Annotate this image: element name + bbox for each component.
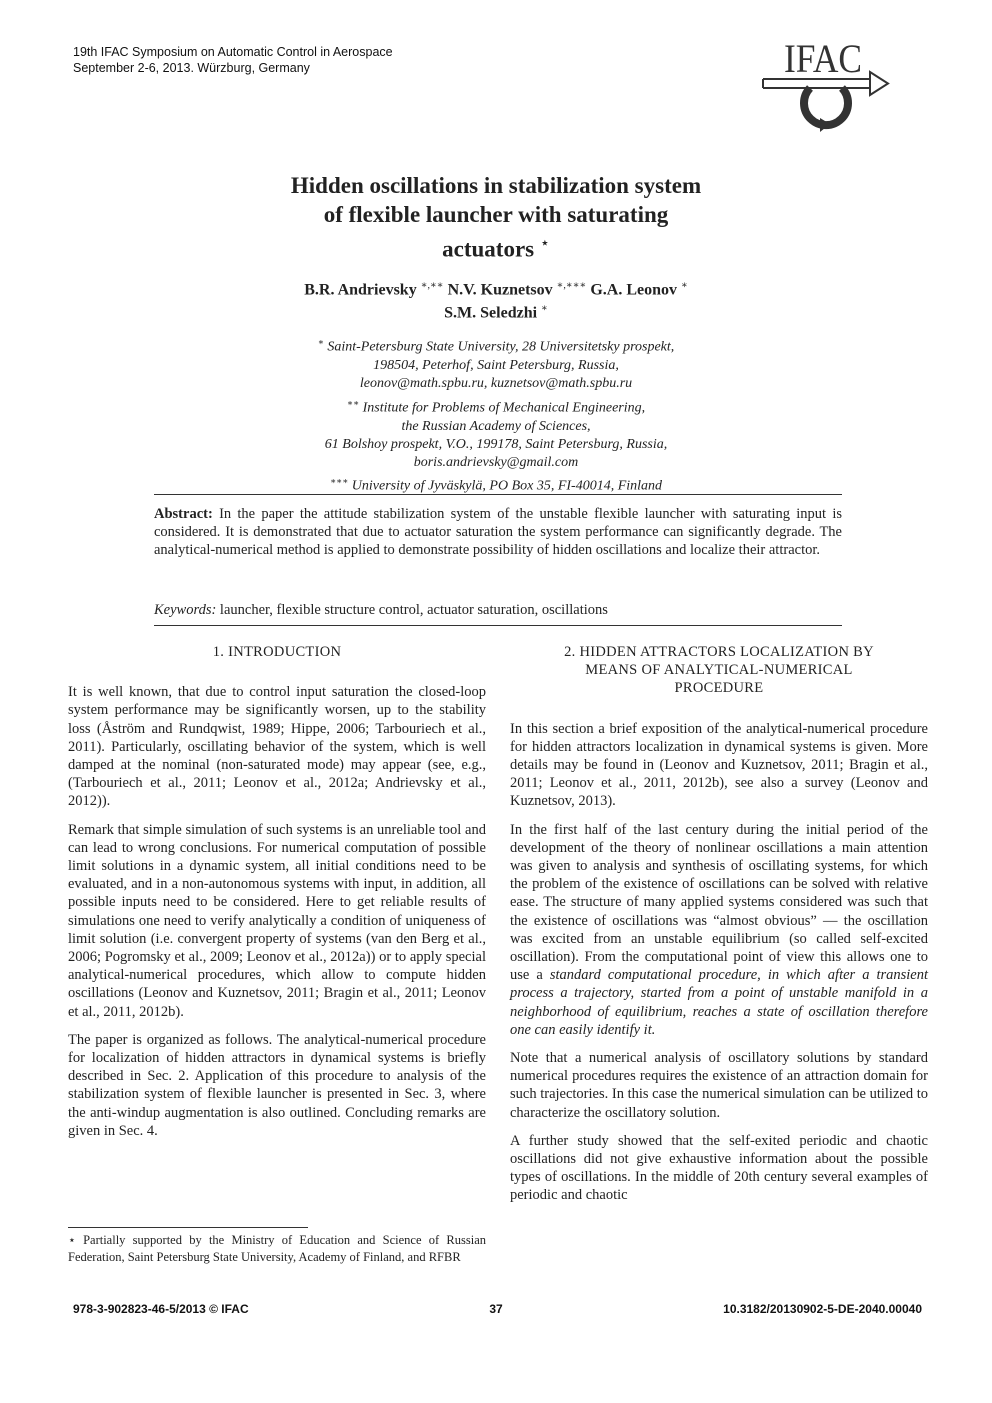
affil-line-4: Institute for Problems of Mechanical Engineering, bbox=[362, 400, 646, 416]
title-line-3: actuators bbox=[442, 236, 535, 262]
left-column bbox=[68, 643, 486, 1150]
footer-page-number: 37 bbox=[489, 1302, 503, 1316]
affil-mark-3: ∗∗∗ bbox=[329, 476, 349, 487]
affil-mark-2: ∗∗ bbox=[346, 397, 360, 408]
footnote bbox=[68, 1232, 486, 1265]
affiliations bbox=[150, 333, 842, 496]
section-2-heading-line-2: MEANS OF ANALYTICAL-NUMERICAL bbox=[585, 662, 853, 679]
section-2-paragraph-2 bbox=[510, 821, 928, 1039]
footnote-rule bbox=[68, 1227, 308, 1228]
right-column bbox=[510, 643, 928, 1215]
affil-line-1: Saint-Petersburg State University, 28 Universitetsky prospekt, bbox=[327, 339, 675, 355]
affil-line-2: 198504, Peterhof, Saint Petersburg, Russia, bbox=[373, 357, 619, 373]
author-andrievsky-affil: ∗,∗∗ bbox=[420, 280, 444, 291]
footer-isbn: 978-3-902823-46-5/2013 © IFAC bbox=[73, 1302, 249, 1316]
abstract bbox=[154, 505, 842, 560]
keywords-bottom-rule bbox=[154, 625, 842, 626]
footnote-mark: ⋆ bbox=[68, 1233, 76, 1247]
section-2-paragraph-3: Note that a numerical analysis of oscillatory solutions by standard numerical procedures requires the existence of an attraction domain for such trajectories. In this case the numerical simulation can be utilized to characterize the oscillatory solution. bbox=[510, 1050, 928, 1121]
affil-line-3: leonov@math.spbu.ru, kuznetsov@math.spbu.ru bbox=[359, 376, 633, 392]
abstract-text: In the paper the attitude stabilization system of the unstable flexible launcher with saturating input is considered. It is demonstrated that due to actuator saturation the system performance can significantly degrade. The analytical-numerical method is applied to demonstrate possibility of hidden oscillations and localize their attractor. bbox=[154, 506, 842, 559]
abstract-top-rule bbox=[154, 494, 842, 495]
section-2-heading bbox=[510, 643, 928, 698]
title-line-1: Hidden oscillations in stabilization system bbox=[290, 173, 702, 198]
author-andrievsky: B.R. Andrievsky bbox=[304, 281, 417, 299]
paper-title bbox=[150, 171, 842, 264]
section-2-paragraph-4: A further study showed that the self-exited periodic and chaotic oscillations did not give exhaustive information about the possible types of oscillations. In the middle of 20th century several examples of periodic and chaotic bbox=[510, 1132, 928, 1204]
ifac-logo-text: IFAC bbox=[784, 36, 862, 81]
section-2-paragraph-2-text: In the first half of the last century during the initial period of the development of the theory of nonlinear oscillations a main attention was given to analysis and synthesis of oscillating systems, for which the problem of the existence of oscillations can be solved with relative ease. The structure of many applied systems considered was such that the existence of oscillations was “almost obvious” — the oscillation was excited from an unstable equilibrium (so called self-excited oscillation). From the computational point of view this allows one to use a bbox=[510, 821, 928, 984]
section-2-paragraph-2-italic: standard computational procedure, in which after a transient process a trajectory, started from a point of unstable manifold in a neighborhood of equilibrium, reaches a state of oscillation therefore one can easily identify it. bbox=[510, 967, 929, 1038]
conference-date: September 2-6, 2013. Würzburg, Germany bbox=[73, 61, 310, 75]
keywords-text: launcher, flexible structure control, actuator saturation, oscillations bbox=[219, 602, 608, 618]
author-kuznetsov: N.V. Kuznetsov bbox=[447, 281, 553, 299]
affil-mark-1: ∗ bbox=[317, 337, 324, 347]
affil-line-7: boris.andrievsky@gmail.com bbox=[413, 455, 579, 471]
affil-line-6: 61 Bolshoy prospekt, V.O., 199178, Saint Petersburg, Russia, bbox=[324, 436, 668, 452]
conference-name: 19th IFAC Symposium on Automatic Control in Aerospace bbox=[73, 45, 393, 59]
intro-paragraph-1: It is well known, that due to control input saturation the closed-loop system performance may be significantly worsen, up to the stability loss (Åström and Rundqwist, 1989; Hippe, 2006; Tarbouriech et al., 2011). Particularly, oscillating behavior of the system, which is well damped at the nominal (non-saturated mode) may appear (see, e.g., (Tarbouriech et al., 2011; Leonov et al., 2012a; Andrievsky et al., 2012)). bbox=[68, 684, 486, 810]
title-footnote-mark: ⋆ bbox=[539, 235, 550, 252]
abstract-label: Abstract: bbox=[154, 506, 213, 522]
author-kuznetsov-affil: ∗,∗∗∗ bbox=[556, 280, 587, 291]
author-leonov-affil: ∗ bbox=[680, 280, 688, 291]
intro-paragraph-3: The paper is organized as follows. The analytical-numerical procedure for localization of hidden attractors in dynamical systems is briefly described in Sec. 2. Application of this procedure to analysis of the stabilization system of flexible launcher is presented in Sec. 3, where the anti-windup augmentation is also outlined. Concluding remarks are given in Sec. 4. bbox=[68, 1031, 486, 1139]
keywords bbox=[154, 601, 842, 619]
title-line-2: of flexible launcher with saturating bbox=[323, 202, 669, 227]
footnote-text: Partially supported by the Ministry of Education and Science of Russian Federation, Saint Petersburg State University, Academy of Finland, and RFBR bbox=[68, 1233, 486, 1264]
section-2-heading-line-1: 2. HIDDEN ATTRACTORS LOCALIZATION BY bbox=[564, 644, 874, 660]
section-1-heading: 1. INTRODUCTION bbox=[212, 644, 342, 660]
author-list bbox=[150, 276, 842, 323]
intro-paragraph-2: Remark that simple simulation of such systems is an unreliable tool and can lead to wrong conclusions. For numerical computation of possible limit solutions in a dynamic system, all initial conditions need to be evaluated, and in a non-autonomous systems with input, in addition, all possible inputs need to be considered. Here to get reliable results of simulations one need to verify analytically a condition of uniqueness of limit solution (i.e. convergent property of systems (van den Berg et al., 2006; Pogromsky et al., 2009; Leonov et al., 2012a)) or to apply special analytical-numerical procedures, which allow to compute hidden oscillations (Leonov and Kuznetsov, 2011; Bragin et al., 2011; Leonov et al., 2011, 2012b). bbox=[68, 821, 486, 1020]
footer-doi: 10.3182/20130902-5-DE-2040.00040 bbox=[723, 1302, 922, 1316]
author-seledzhi: S.M. Seledzhi bbox=[444, 304, 538, 322]
affil-line-5: the Russian Academy of Sciences, bbox=[401, 418, 591, 434]
keywords-label: Keywords: bbox=[154, 602, 217, 618]
ifac-logo bbox=[758, 36, 890, 134]
author-leonov: G.A. Leonov bbox=[590, 281, 677, 299]
section-2-paragraph-1: In this section a brief exposition of the analytical-numerical procedure for hidden attractors localization in dynamical systems is given. More details may be found in (Leonov and Kuznetsov, 2011; Bragin et al., 2011; Leonov et al., 2011, 2012b), see also a survey (Leonov and Kuznetsov, 2013). bbox=[510, 720, 928, 810]
section-2-heading-line-3: PROCEDURE bbox=[674, 680, 764, 697]
affil-line-8: University of Jyväskylä, PO Box 35, FI-40014, Finland bbox=[351, 479, 663, 495]
author-seledzhi-affil: ∗ bbox=[541, 303, 548, 315]
conference-header bbox=[73, 44, 393, 76]
